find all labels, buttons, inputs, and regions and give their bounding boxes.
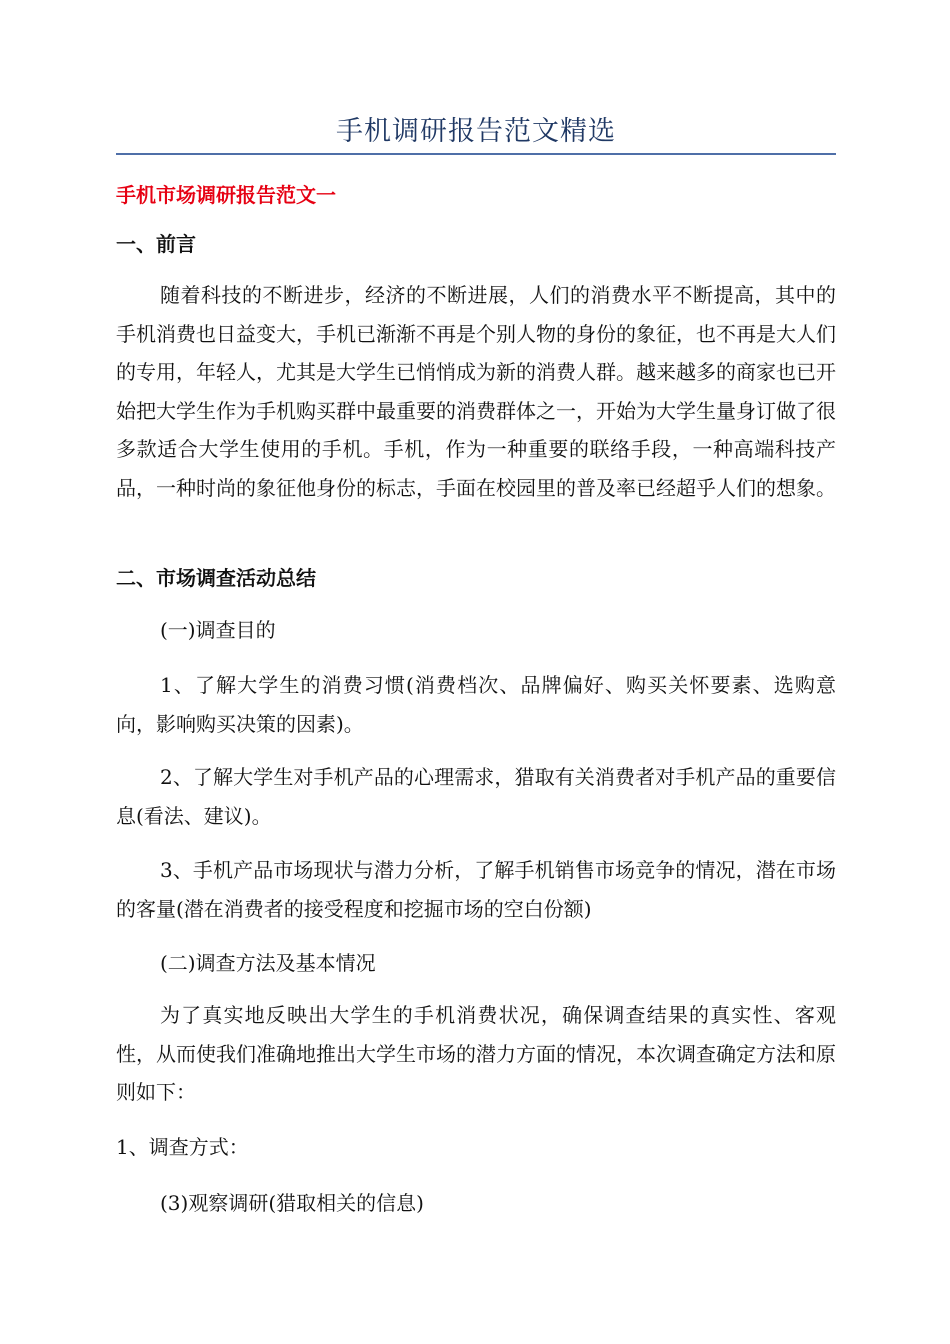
paragraph-purpose-1: 1、了解大学生的消费习惯(消费档次、品牌偏好、购买关怀要素、选购意向，影响购买决策的因素)。	[116, 673, 836, 736]
heading-survey-summary: 二、市场调查活动总结	[116, 566, 316, 590]
paragraph-observation: (3)观察调研(猎取相关的信息)	[160, 1191, 424, 1215]
section-title: 手机市场调研报告范文一	[116, 183, 336, 207]
paragraph-purpose-3: 3、手机产品市场现状与潜力分析，了解手机销售市场竞争的情况，潜在市场的客量(潜在消费者的接受程度和挖掘市场的空白份额)	[116, 858, 836, 921]
subheading-survey-purpose: (一)调查目的	[160, 618, 276, 642]
paragraph-preface: 随着科技的不断进步，经济的不断进展，人们的消费水平不断提高，其中的手机消费也日益变大，手机已渐渐不再是个别人物的身份的象征，也不再是大人们的专用，年轻人，尤其是大学生已悄悄成为新的消费人群。越来越多的商家也已开始把大学生作为手机购买群中最重要的消费群体之一，开始为大学生量身订做了很多款适合大学生使用的手机。手机，作为一种重要的联络手段，一种高端科技产品，一种时尚的象征他身份的标志，手面在校园里的普及率已经超乎人们的想象。	[116, 283, 836, 500]
subheading-survey-method: (二)调查方法及基本情况	[160, 951, 376, 975]
paragraph-method: 为了真实地反映出大学生的手机消费状况，确保调查结果的真实性、客观性，从而使我们准确地推出大学生市场的潜力方面的情况，本次调查确定方法和原则如下：	[116, 1003, 836, 1104]
paragraph-purpose-2: 2、了解大学生对手机产品的心理需求，猎取有关消费者对手机产品的重要信息(看法、建议)。	[116, 765, 836, 828]
title-underline	[116, 153, 836, 155]
heading-preface: 一、前言	[116, 232, 196, 256]
paragraph-survey-mode: 1、调查方式：	[116, 1135, 249, 1159]
document-title: 手机调研报告范文精选	[336, 116, 616, 147]
